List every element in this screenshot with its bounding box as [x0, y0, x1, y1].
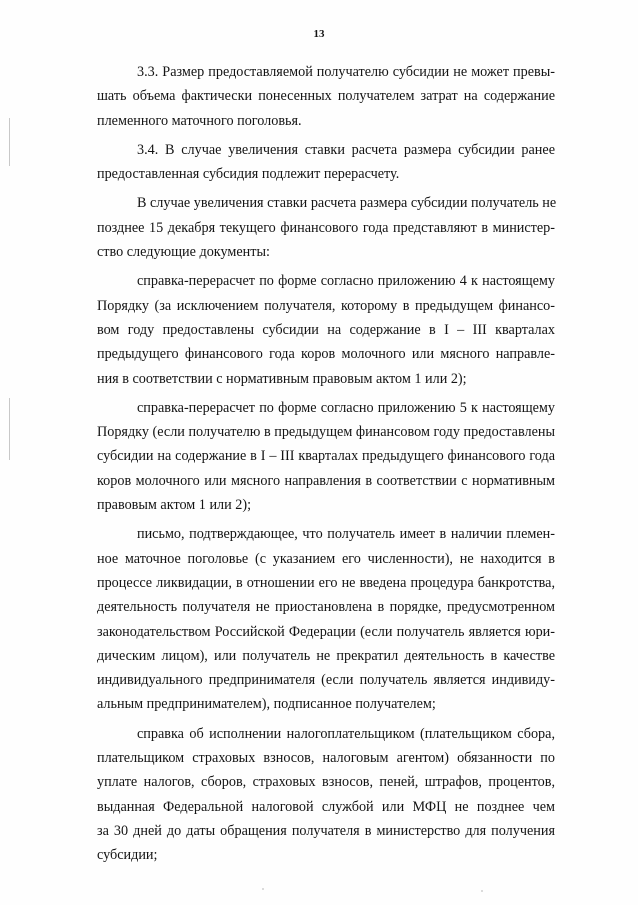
text-line: шать объема фактически понесенных получателем затрат на содержание: [97, 88, 555, 105]
paragraph: [97, 60, 555, 133]
text-line: справка об исполнении налогоплательщиком (плательщиком сбора,: [137, 725, 555, 742]
paragraph: [97, 191, 555, 264]
paragraph: [97, 138, 555, 187]
text-line: субсидии;: [97, 847, 158, 864]
text-line: Порядку (за исключением получателя, которому в предыдущем финансо-: [97, 297, 555, 314]
text-line: вом году предоставлены субсидии на содержание в I – III кварталах: [97, 321, 555, 338]
text-line: 3.4. В случае увеличения ставки расчета размера субсидии ранее: [137, 141, 555, 158]
page-number: 13: [313, 28, 325, 40]
text-line: справка-перерасчет по форме согласно приложению 5 к настоящему: [137, 399, 555, 416]
text-line: индивидуального предпринимателя (если получатель является индивиду-: [97, 672, 555, 689]
text-line: дическим лицом), или получатель не прекратил деятельность в качестве: [97, 647, 555, 664]
text-line: предыдущего финансового года коров молочного или мясного направле-: [97, 346, 555, 363]
document-body: [97, 60, 555, 868]
text-line: справка-перерасчет по форме согласно приложению 4 к настоящему: [137, 273, 555, 290]
text-line: законодательством Российской Федерации (если получатель является юри-: [97, 623, 555, 640]
text-line: письмо, подтверждающее, что получатель имеет в наличии племен-: [137, 526, 555, 543]
text-line: плательщиком страховых взносов, налоговым агентом) обязанности по: [97, 750, 555, 767]
paragraph: [97, 522, 555, 716]
text-line: Порядку (если получателю в предыдущем финансовом году предоставлены: [97, 424, 555, 441]
paragraph: [97, 396, 555, 517]
text-line: субсидии на содержание в I – III кварталах предыдущего финансового года: [97, 448, 555, 465]
text-line: выданная Федеральной налоговой службой или МФЦ не позднее чем: [97, 798, 555, 815]
scan-artifact: [9, 118, 10, 166]
text-line: ния в соответствии с нормативным правовым актом 1 или 2);: [97, 370, 467, 387]
text-line: коров молочного или мясного направления в соответствии с нормативным: [97, 472, 555, 489]
paragraph: [97, 722, 555, 868]
text-line: процессе ликвидации, в отношении его не введена процедура банкротства,: [97, 574, 555, 591]
scan-speck: [481, 890, 483, 892]
text-line: деятельность получателя не приостановлена в порядке, предусмотренном: [97, 599, 555, 616]
text-line: ное маточное поголовье (с указанием его численности), не находится в: [97, 550, 555, 567]
text-line: за 30 дней до даты обращения получателя в министерство для получения: [97, 822, 555, 839]
text-line: ство следующие документы:: [97, 244, 270, 261]
text-line: В случае увеличения ставки расчета размера субсидии получатель не: [137, 195, 557, 212]
scan-artifact: [9, 398, 10, 460]
text-line: предоставленная субсидия подлежит перерасчету.: [97, 166, 400, 183]
text-line: уплате налогов, сборов, страховых взносов, пеней, штрафов, процентов,: [97, 774, 555, 791]
text-line: позднее 15 декабря текущего финансового года представляют в министер-: [97, 219, 555, 236]
text-line: альным предпринимателем), подписанное получателем;: [97, 696, 436, 713]
paragraph: [97, 269, 555, 390]
text-line: правовым актом 1 или 2);: [97, 497, 252, 514]
text-line: племенного маточного поголовья.: [97, 112, 302, 129]
text-line: 3.3. Размер предоставляемой получателю субсидии не может превы-: [137, 64, 555, 80]
scan-speck: [262, 888, 264, 890]
